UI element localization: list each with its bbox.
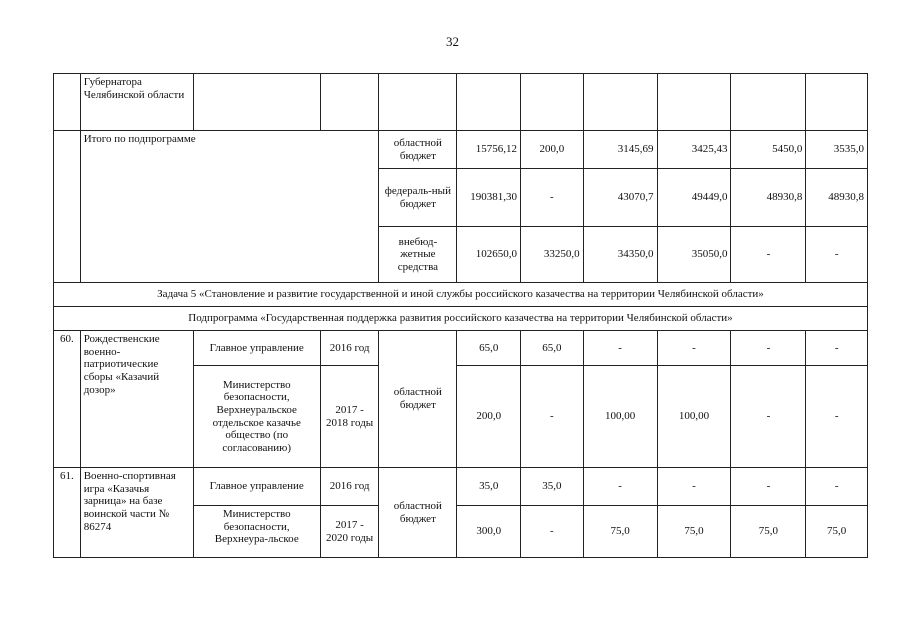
value-cell: 35,0 bbox=[521, 468, 584, 506]
cell-name: Губернатора Челябинской области bbox=[80, 74, 193, 131]
cell-period bbox=[320, 74, 379, 131]
value-cell: - bbox=[657, 331, 731, 366]
executor-cell: Главное управление bbox=[193, 468, 320, 506]
executor-cell: Главное управление bbox=[193, 331, 320, 366]
period-cell: 2016 год bbox=[320, 468, 379, 506]
source-cell: областной бюджет bbox=[379, 331, 457, 468]
value-cell: - bbox=[657, 468, 731, 506]
item-name: Военно-спортивная игра «Казачья зарница» на базе воинской части № 86274 bbox=[80, 468, 193, 558]
totals-label: Итого по подпрограмме bbox=[80, 131, 379, 283]
value-cell: 190381,30 bbox=[457, 169, 521, 227]
value-cell: 3535,0 bbox=[806, 131, 868, 169]
subprogram-heading: Подпрограмма «Государственная поддержка развития российского казачества на территории Челябинской области» bbox=[54, 307, 868, 331]
period-cell: 2016 год bbox=[320, 331, 379, 366]
value-cell: 65,0 bbox=[521, 331, 584, 366]
value-cell: 100,00 bbox=[657, 366, 731, 468]
executor-cell: Министерство безопасности, Верхнеуральское отдельское казачье общество (по согласованию) bbox=[193, 366, 320, 468]
page-number: 32 bbox=[446, 34, 459, 49]
period-cell: 2017 - 2018 годы bbox=[320, 366, 379, 468]
value-cell: - bbox=[731, 468, 806, 506]
task-heading: Задача 5 «Становление и развитие государственной и иной службы российского казачества на территории Челябинской области» bbox=[54, 283, 868, 307]
value-cell: 15756,12 bbox=[457, 131, 521, 169]
value-cell: - bbox=[521, 506, 584, 558]
value-cell: 3425,43 bbox=[657, 131, 731, 169]
totals-row bbox=[54, 131, 868, 169]
table-row bbox=[54, 74, 868, 131]
value-cell: - bbox=[731, 227, 806, 283]
value-cell: 65,0 bbox=[457, 331, 521, 366]
value-cell: 102650,0 bbox=[457, 227, 521, 283]
value-cell: - bbox=[806, 468, 868, 506]
value-cell: 75,0 bbox=[583, 506, 657, 558]
source-cell: областной бюджет bbox=[379, 131, 457, 169]
value-cell: 34350,0 bbox=[583, 227, 657, 283]
value-cell: 48930,8 bbox=[731, 169, 806, 227]
value-cell: - bbox=[731, 366, 806, 468]
value-cell: 35,0 bbox=[457, 468, 521, 506]
value-cell: - bbox=[583, 331, 657, 366]
value-cell: 75,0 bbox=[657, 506, 731, 558]
value-cell: - bbox=[583, 468, 657, 506]
period-cell: 2017 - 2020 годы bbox=[320, 506, 379, 558]
subprogram-heading-row bbox=[54, 307, 868, 331]
value-cell: - bbox=[806, 331, 868, 366]
task-heading-row bbox=[54, 283, 868, 307]
value-cell: - bbox=[521, 169, 584, 227]
value-cell: - bbox=[806, 227, 868, 283]
executor-cell: Министерство безопасности, Верхнеура-льское bbox=[193, 506, 320, 558]
value-cell: 200,0 bbox=[457, 366, 521, 468]
budget-table bbox=[53, 73, 868, 558]
item-number: 61. bbox=[54, 468, 81, 558]
value-cell: 5450,0 bbox=[731, 131, 806, 169]
value-cell: 3145,69 bbox=[583, 131, 657, 169]
value-cell: 300,0 bbox=[457, 506, 521, 558]
cell-number bbox=[54, 131, 81, 283]
cell-executor bbox=[193, 74, 320, 131]
cell-number bbox=[54, 74, 81, 131]
value-cell: 48930,8 bbox=[806, 169, 868, 227]
item-number: 60. bbox=[54, 331, 81, 468]
value-cell: 43070,7 bbox=[583, 169, 657, 227]
value-cell: - bbox=[731, 331, 806, 366]
value-cell: 75,0 bbox=[731, 506, 806, 558]
source-cell: областной бюджет bbox=[379, 468, 457, 558]
value-cell: 35050,0 bbox=[657, 227, 731, 283]
value-cell: - bbox=[806, 366, 868, 468]
cell-source bbox=[379, 74, 457, 131]
item-row bbox=[54, 331, 868, 366]
source-cell: внебюд-жетные средства bbox=[379, 227, 457, 283]
source-cell: федераль-ный бюджет bbox=[379, 169, 457, 227]
item-row bbox=[54, 468, 868, 506]
item-name: Рождественские военно-патриотические сборы «Казачий дозор» bbox=[80, 331, 193, 468]
value-cell: 33250,0 bbox=[521, 227, 584, 283]
value-cell: 200,0 bbox=[521, 131, 584, 169]
value-cell: 49449,0 bbox=[657, 169, 731, 227]
value-cell: - bbox=[521, 366, 584, 468]
value-cell: 100,00 bbox=[583, 366, 657, 468]
value-cell: 75,0 bbox=[806, 506, 868, 558]
